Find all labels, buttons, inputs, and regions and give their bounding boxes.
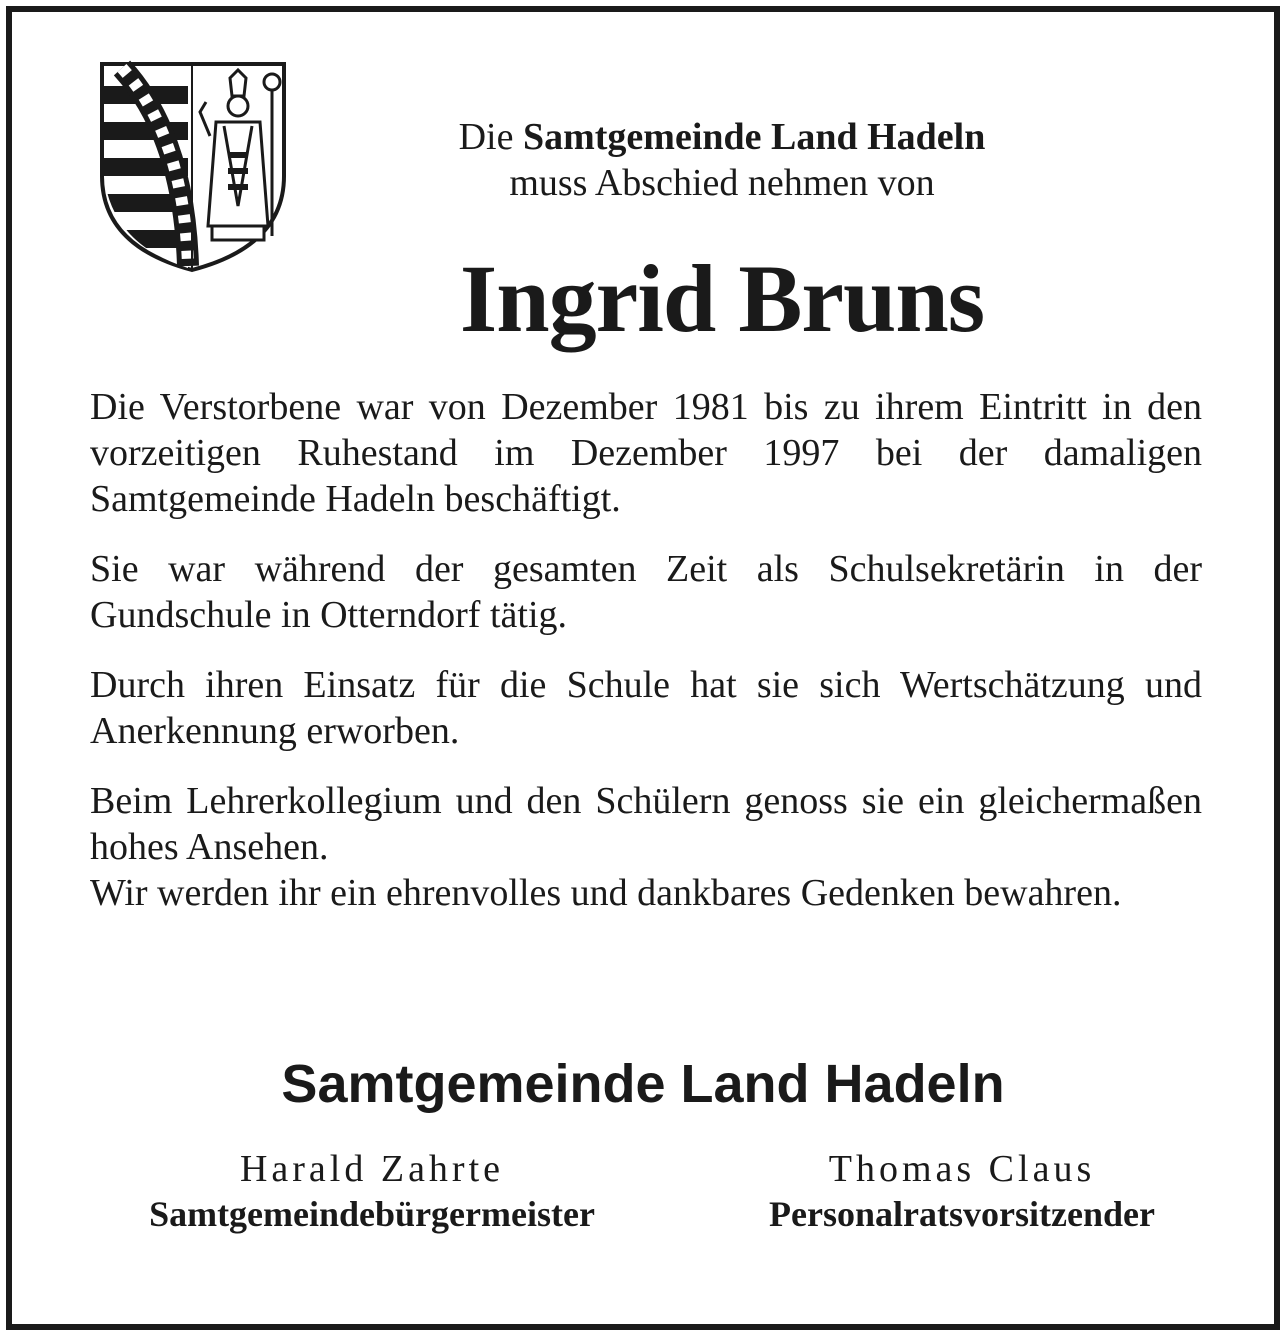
signature-organization: Samtgemeinde Land Hadeln [281,1054,1005,1114]
signatory-role: Personalratsvorsitzender [769,1194,1155,1234]
intro-text [352,114,1092,206]
intro-prefix: Die [458,116,514,158]
intro-line-2: muss Abschied nehmen von [509,162,935,204]
signatory-role: Samtgemeindebürgermeister [149,1194,595,1234]
signatory-right [652,1146,1272,1236]
paragraph-remembrance: Wir werden ihr ein ehrenvolles und dankbares Gedenken bewahren. [90,872,1122,914]
deceased-name: Ingrid Bruns [459,245,985,352]
paragraph-reputation: Beim Lehrerkollegium und den Schülern genoss sie ein gleichermaßen hohes Ansehen. [90,780,1202,868]
obituary-body [90,384,1202,916]
coat-of-arms-icon [92,56,292,276]
paragraph-role: Sie war während der gesamten Zeit als Schulsekretärin in der Gundschule in Otterndorf tätig. [90,548,1202,636]
obituary-notice [6,6,1280,1330]
signatory-name: Harald Zahrte [239,1148,505,1190]
intro-organization: Samtgemeinde Land Hadeln [522,116,986,158]
paragraph-appreciation: Durch ihren Einsatz für die Schule hat sie sich Wertschätzung und Anerkennung erworben. [90,664,1202,752]
intro-line-1 [352,114,1092,160]
paragraph-employment: Die Verstorbene war von Dezember 1981 bis zu ihrem Eintritt in den vorzeitigen Ruhestand im Dezember 1997 bei der damaligen Samtgemeinde Hadeln beschäftigt. [90,386,1202,520]
signatory-left [62,1146,682,1236]
signatory-name: Thomas Claus [828,1148,1096,1190]
